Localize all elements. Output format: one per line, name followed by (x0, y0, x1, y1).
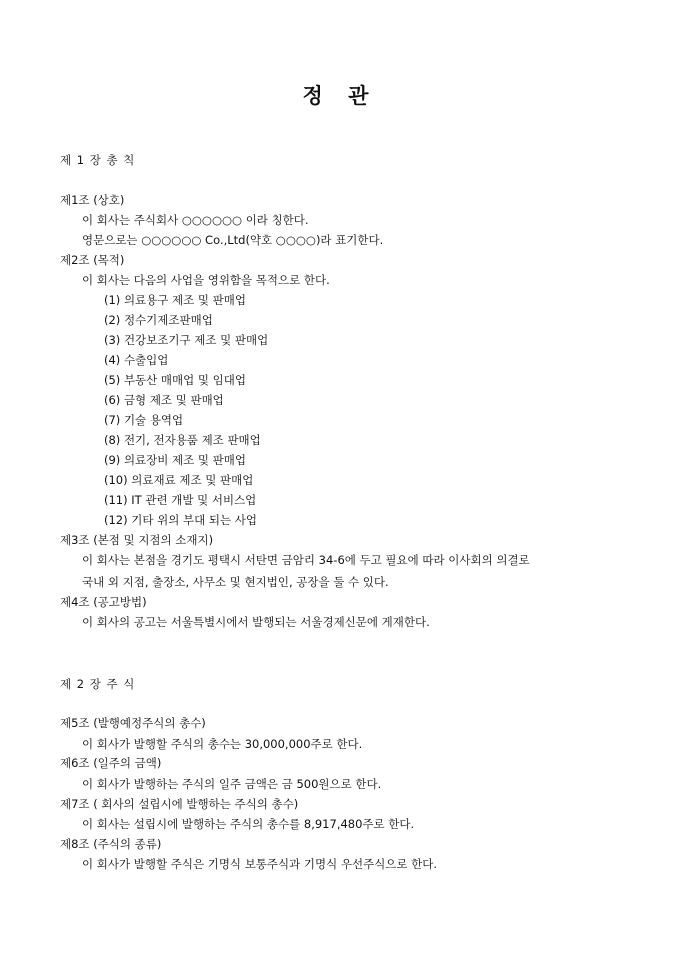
article-8-line: 이 회사가 발행할 주식은 기명식 보통주식과 기명식 우선주식으로 한다. (82, 857, 438, 871)
purpose-item: (9) 의료장비 제조 및 판매업 (104, 453, 247, 467)
article-7-heading: 제7조 ( 회사의 설립시에 발행하는 주식의 총수) (60, 797, 299, 811)
chapter-2-heading: 제 2 장 주 식 (60, 677, 136, 691)
purpose-item: (11) IT 관련 개발 및 서비스업 (104, 493, 257, 507)
article-3-line: 이 회사는 본점을 경기도 평택시 서탄면 금암리 34-6에 두고 필요에 따라 이사회의 의결로 (82, 553, 530, 567)
purpose-item: (6) 금형 제조 및 판매업 (104, 393, 224, 407)
purpose-item: (8) 전기, 전자용품 제조 판매업 (104, 433, 261, 447)
article-4-line: 이 회사의 공고는 서울특별시에서 발행되는 서울경제신문에 게재한다. (82, 615, 430, 629)
article-7-line: 이 회사는 설립시에 발행하는 주식의 총수를 8,917,480주로 한다. (82, 817, 415, 831)
article-3-heading: 제3조 (본점 및 지점의 소재지) (60, 533, 214, 547)
purpose-item: (2) 정수기제조판매업 (104, 313, 213, 327)
chapter-1-heading: 제 1 장 총 칙 (60, 153, 136, 167)
purpose-item: (12) 기타 위의 부대 되는 사업 (104, 513, 257, 527)
article-8-heading: 제8조 (주식의 종류) (60, 837, 162, 851)
article-2-intro: 이 회사는 다음의 사업을 영위함을 목적으로 한다. (82, 273, 330, 287)
article-6-line: 이 회사가 발행하는 주식의 일주 금액은 금 500원으로 한다. (82, 777, 382, 791)
article-5-line: 이 회사가 발행할 주식의 총수는 30,000,000주로 한다. (82, 737, 363, 751)
article-1-line: 영문으로는 ○○○○○○ Co.,Ltd(약호 ○○○○)라 표기한다. (82, 233, 384, 247)
article-6-heading: 제6조 (일주의 금액) (60, 756, 162, 770)
document-title: 정 관 (302, 83, 378, 108)
article-2-heading: 제2조 (목적) (60, 253, 125, 267)
purpose-item: (5) 부동산 매매업 및 임대업 (104, 373, 247, 387)
article-4-heading: 제4조 (공고방법) (60, 595, 147, 609)
purpose-item: (10) 의료재료 제조 및 판매업 (104, 473, 254, 487)
article-3-line: 국내 외 지점, 출장소, 사무소 및 현지법인, 공장을 둘 수 있다. (82, 575, 389, 589)
article-5-heading: 제5조 (발행예정주식의 총수) (60, 716, 206, 730)
purpose-item: (1) 의료용구 제조 및 판매업 (104, 293, 247, 307)
article-1-heading: 제1조 (상호) (60, 193, 125, 207)
article-1-line: 이 회사는 주식회사 ○○○○○○ 이라 칭한다. (82, 213, 309, 227)
purpose-item: (4) 수출입업 (104, 353, 169, 367)
purpose-item: (7) 기술 용역업 (104, 413, 184, 427)
purpose-item: (3) 건강보조기구 제조 및 판매업 (104, 333, 269, 347)
